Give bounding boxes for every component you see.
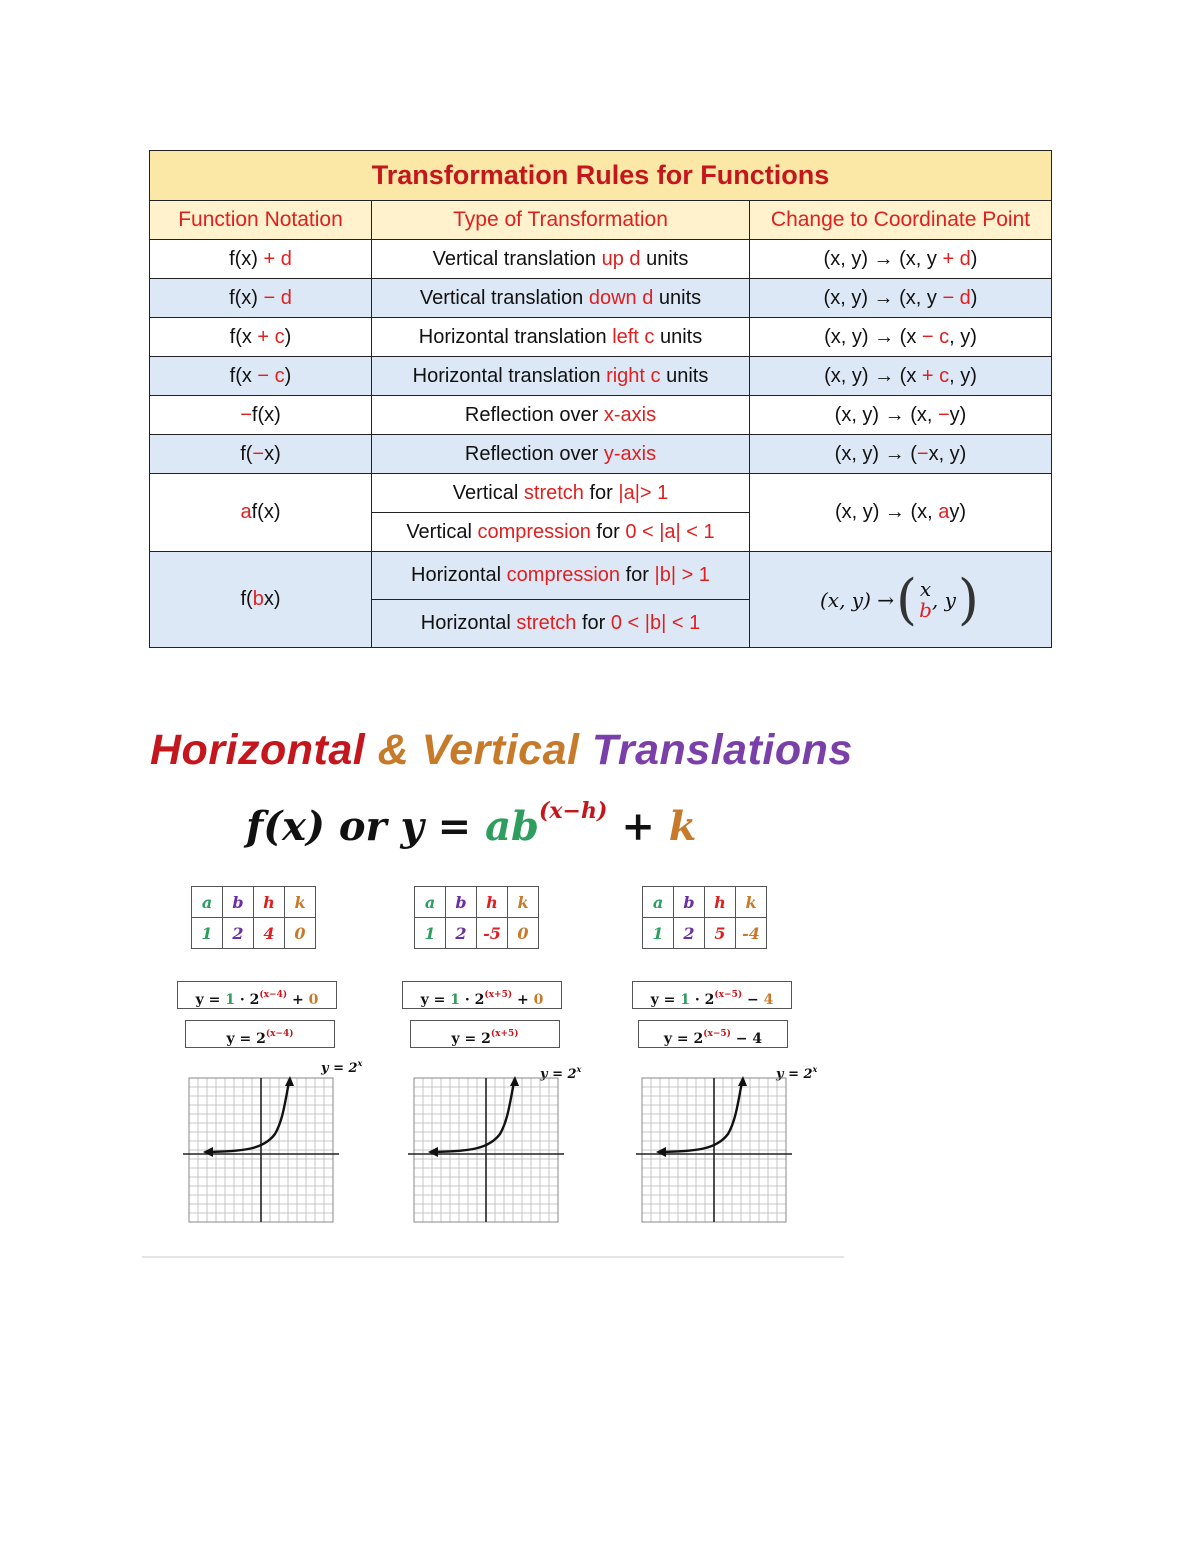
translations-heading: Horizontal & Vertical Translations (150, 726, 853, 774)
type-cell: Horizontal stretch for 0 < |b| < 1 (372, 600, 750, 648)
equation-simplified: $y = 2^{(x-4)}$ (185, 1020, 335, 1048)
param-value: 1 (192, 918, 223, 949)
header-type-of-transformation: Type of Transformation (372, 201, 750, 240)
param-value: 1 (643, 918, 674, 949)
type-cell: Vertical stretch for |a|> 1 (372, 474, 750, 513)
change-cell (750, 552, 1052, 648)
table-row (150, 240, 1052, 279)
notation-cell: f(x + c) (150, 318, 372, 357)
translation-panel (636, 880, 846, 1240)
type-cell: Horizontal compression for |b| > 1 (372, 552, 750, 600)
change-cell: (x, y) → (x, y + d) (750, 240, 1052, 279)
equation-expanded: $y = 1 \cdot 2^{(x-5)} - 4$ (632, 981, 792, 1009)
fraction-numerator: x (919, 576, 932, 601)
param-header: k (508, 887, 539, 918)
param-value: 1 (415, 918, 446, 949)
param-header: h (254, 887, 285, 918)
notation-cell: −f(x) (150, 396, 372, 435)
param-header: k (285, 887, 316, 918)
param-header: h (705, 887, 736, 918)
change-cell: (x, y) → (x − c, y) (750, 318, 1052, 357)
equation-simplified: $y = 2^{(x+5)}$ (410, 1020, 560, 1048)
parent-function-label: $y = 2^x$ (776, 1064, 818, 1082)
divider-line (142, 1256, 844, 1258)
notation-cell: f(−x) (150, 435, 372, 474)
param-value: 2 (446, 918, 477, 949)
table-row-af (150, 474, 1052, 513)
table-row (150, 396, 1052, 435)
change-cell: (x, y) → (−x, y) (750, 435, 1052, 474)
equation-simplified: $y = 2^{(x-5)} - 4$ (638, 1020, 788, 1048)
table-row (150, 435, 1052, 474)
param-header: a (643, 887, 674, 918)
parameter-table (642, 886, 767, 949)
param-header: a (192, 887, 223, 918)
param-value: 2 (674, 918, 705, 949)
table-row (150, 279, 1052, 318)
type-cell: Reflection over y-axis (372, 435, 750, 474)
param-header: a (415, 887, 446, 918)
type-cell: Horizontal translation left c units (372, 318, 750, 357)
parameter-table (414, 886, 539, 949)
change-cell: (x, y) → (x, y − d) (750, 279, 1052, 318)
exponential-graph (183, 1072, 343, 1232)
exponential-graph (636, 1072, 796, 1232)
table-row (150, 357, 1052, 396)
parameter-table (191, 886, 316, 949)
fraction-expression: (x, y) → ( x b , y ) (820, 567, 979, 631)
table-title-row (150, 151, 1052, 201)
param-header: b (674, 887, 705, 918)
param-value: 2 (223, 918, 254, 949)
header-change-to-coordinate: Change to Coordinate Point (750, 201, 1052, 240)
param-value: 0 (285, 918, 316, 949)
header-function-notation: Function Notation (150, 201, 372, 240)
param-value: -4 (736, 918, 767, 949)
param-header: h (477, 887, 508, 918)
param-value: 5 (705, 918, 736, 949)
exponential-formula: f(x) or $y = ab^{(x-h)} + k$ (246, 798, 697, 850)
param-value: 4 (254, 918, 285, 949)
param-header: k (736, 887, 767, 918)
fraction-denominator: b (919, 597, 932, 622)
type-cell: Reflection over x-axis (372, 396, 750, 435)
type-cell: Vertical translation down d units (372, 279, 750, 318)
parent-function-label: $y = 2^x$ (321, 1058, 363, 1076)
notation-cell: f(x) − d (150, 279, 372, 318)
param-header: b (223, 887, 254, 918)
equation-expanded: $y = 1 \cdot 2^{(x+5)} + 0$ (402, 981, 562, 1009)
parent-function-label: $y = 2^x$ (540, 1064, 582, 1082)
param-value: 0 (508, 918, 539, 949)
equation-expanded: $y = 1 \cdot 2^{(x-4)} + 0$ (177, 981, 337, 1009)
change-cell: (x, y) → (x, −y) (750, 396, 1052, 435)
change-cell: (x, y) → (x, ay) (750, 474, 1052, 552)
table-header-row (150, 201, 1052, 240)
change-cell: (x, y) → (x + c, y) (750, 357, 1052, 396)
param-value: -5 (477, 918, 508, 949)
param-header: b (446, 887, 477, 918)
exponential-graph (408, 1072, 568, 1232)
translation-panel (183, 880, 393, 1240)
notation-cell: af(x) (150, 474, 372, 552)
notation-cell: f(x) + d (150, 240, 372, 279)
translation-panel (408, 880, 618, 1240)
type-cell: Vertical compression for 0 < |a| < 1 (372, 513, 750, 552)
notation-cell: f(bx) (150, 552, 372, 648)
table-title: Transformation Rules for Functions (150, 151, 1052, 201)
table-row-fb (150, 552, 1052, 600)
table-row (150, 318, 1052, 357)
notation-cell: f(x − c) (150, 357, 372, 396)
type-cell: Horizontal translation right c units (372, 357, 750, 396)
type-cell: Vertical translation up d units (372, 240, 750, 279)
transformation-rules-table (149, 150, 1052, 648)
